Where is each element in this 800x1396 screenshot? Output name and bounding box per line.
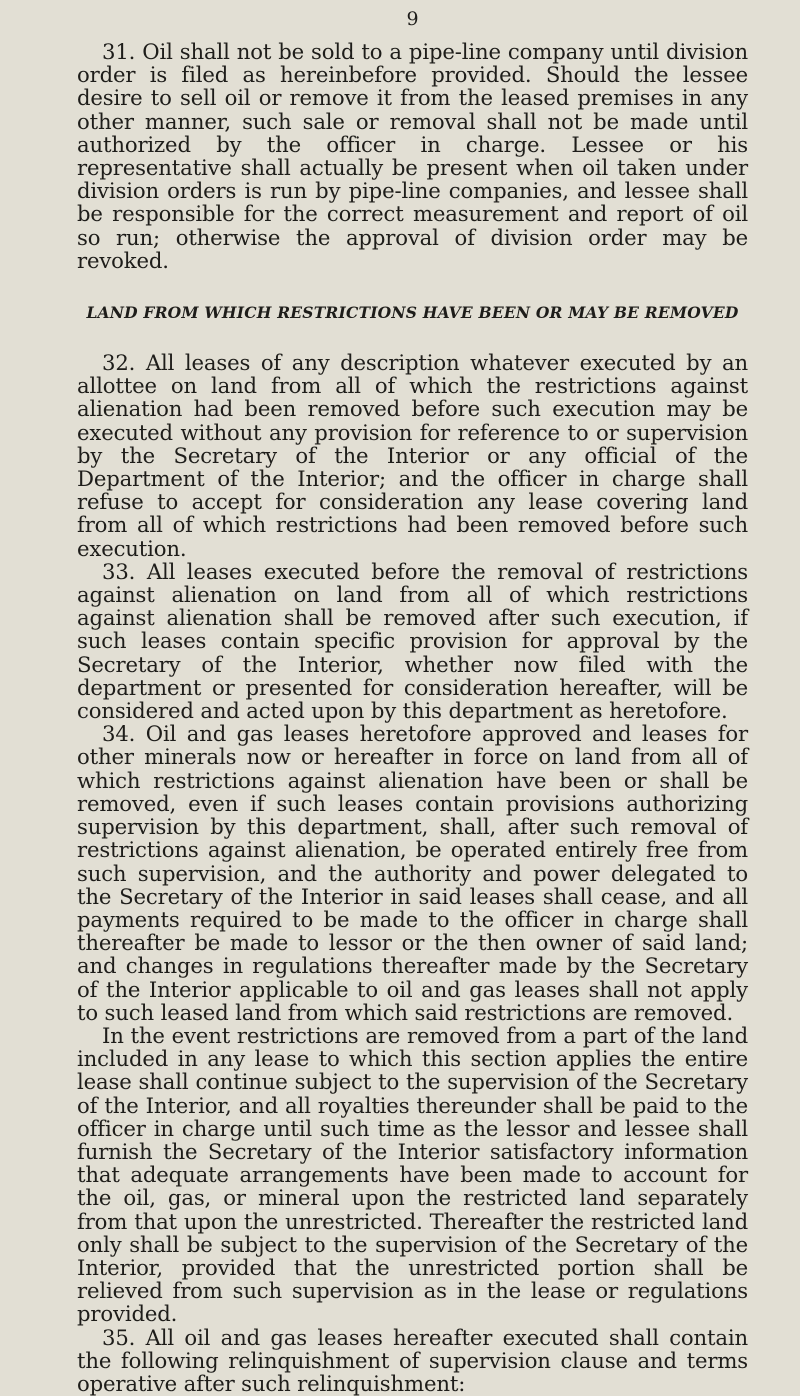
paragraph-31: 31. Oil shall not be sold to a pipe-line company until division order is filed as hereinbefore provided. Should the lessee desire to sell oil or remove it from the leased premises in any other manner, such sale or removal shall not be made until authorized by the officer in charge. Lessee or his representative shall actually be present when oil taken under division orders is run by pipe-line companies, and lessee shall be responsible for the correct measurement and report of oil so run; otherwise the approval of division order may be revoked. — [77, 39, 748, 273]
paragraph-32: 32. All leases of any description whatever executed by an allottee on land from all of which the restrictions against alienation had been removed before such execution may be executed without any provision for reference to or supervision by the Secretary of the Interior or any official of the Department of the Interior; and the officer in charge shall refuse to accept for consideration any lease covering land from all of which restrictions had been removed before such execution. — [77, 350, 748, 561]
page-number: 9 — [406, 8, 419, 30]
paragraph-34-continued: In the event restrictions are removed from a part of the land included in any lease to which this section applies the entire lease shall continue subject to the supervision of the Secretary of the Interior, and all royalties thereunder shall be paid to the officer in charge until such time as the lessor and lessee shall furnish the Secretary of the Interior satisfactory information that adequate arrangements have been made to account for the oil, gas, or mineral upon the restricted land separately from that upon the unrestricted. Thereafter the restricted land only shall be subject to the supervision of the Secretary of the Interior, provided that the unrestricted portion shall be relieved from such supervision as in the lease or regulations provided. — [77, 1022, 748, 1327]
paragraph-34: 34. Oil and gas leases heretofore approved and leases for other minerals now or hereafter in force on land from all of which restrictions against alienation have been or shall be removed, even if such leases contain provisions authorizing supervision by this department, shall, after such removal of restrictions against alienation, be operated entirely free from such supervision, and the authority and power delegated to the Secretary of the Interior in said leases shall cease, and all payments required to be made to the officer in charge shall thereafter be made to lessor or the then owner of said land; and changes in regulations thereafter made by the Secretary of the Interior applicable to oil and gas leases shall not apply to such leased land from which said restrictions are removed. — [77, 721, 748, 1025]
paragraph-35: 35. All oil and gas leases hereafter executed shall contain the following relinquishment of supervision clause and terms operative after such relinquishment: — [77, 1324, 748, 1396]
section-heading: LAND FROM WHICH RESTRICTIONS HAVE BEEN OR MAY BE REMOVED — [86, 303, 739, 323]
paragraph-33: 33. All leases executed before the removal of restrictions against alienation on land from all of which restrictions against alienation shall be removed after such execution, if such leases contain specific provision for approval by the Secretary of the Interior, whether now filed with the department or presented for consideration hereafter, will be considered and acted upon by this department as heretofore. — [77, 558, 748, 724]
